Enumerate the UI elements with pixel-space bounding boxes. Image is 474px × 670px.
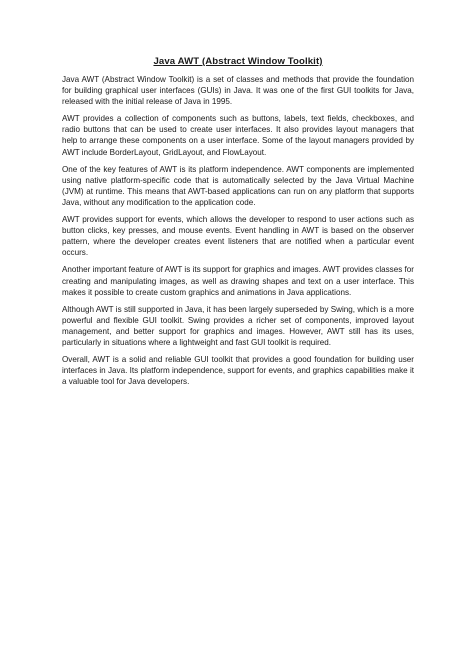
paragraph-events: AWT provides support for events, which allows the developer to respond to user actions such as button clicks, key presses, and mouse events. Event handling in AWT is based on the observer pattern, where the developer creates event listeners that are notified when a particular event occurs. xyxy=(62,215,414,258)
paragraph-swing: Although AWT is still supported in Java, it has been largely superseded by Swing, which is a more powerful and flexible GUI toolkit. Swing provides a richer set of components, improved layout management, and better support for graphics and images. However, AWT still has its uses, particularly in situations where a lightweight and fast GUI toolkit is required. xyxy=(62,304,414,347)
paragraph-platform-independence: One of the key features of AWT is its platform independence. AWT components are implemented using native platform-specific code that is automatically selected by the Java Virtual Machine (JVM) at runtime. This means that AWT-based applications can run on any platform that supports Java, without any modification to the application code. xyxy=(62,164,414,207)
document-title: Java AWT (Abstract Window Toolkit) xyxy=(153,56,323,67)
paragraph-conclusion: Overall, AWT is a solid and reliable GUI toolkit that provides a good foundation for building user interfaces in Java. Its platform independence, support for events, and graphics capabilities make it a valuable tool for Java developers. xyxy=(62,355,414,387)
paragraph-components: AWT provides a collection of components such as buttons, labels, text fields, checkboxes, and radio buttons that can be used to create user interfaces. It also provides layout managers that help to arrange these components on a user interface. Some of the layout managers provided by AWT include BorderLayout, GridLayout, and FlowLayout. xyxy=(62,114,414,157)
paragraph-intro: Java AWT (Abstract Window Toolkit) is a set of classes and methods that provide the foundation for building graphical user interfaces (GUIs) in Java. It was one of the first GUI toolkits for Java, released with the initial release of Java in 1995. xyxy=(62,75,414,107)
paragraph-graphics: Another important feature of AWT is its support for graphics and images. AWT provides classes for creating and manipulating images, as well as drawing shapes and text on a user interface. This makes it possible to create custom graphics and animations in Java applications. xyxy=(62,265,414,297)
